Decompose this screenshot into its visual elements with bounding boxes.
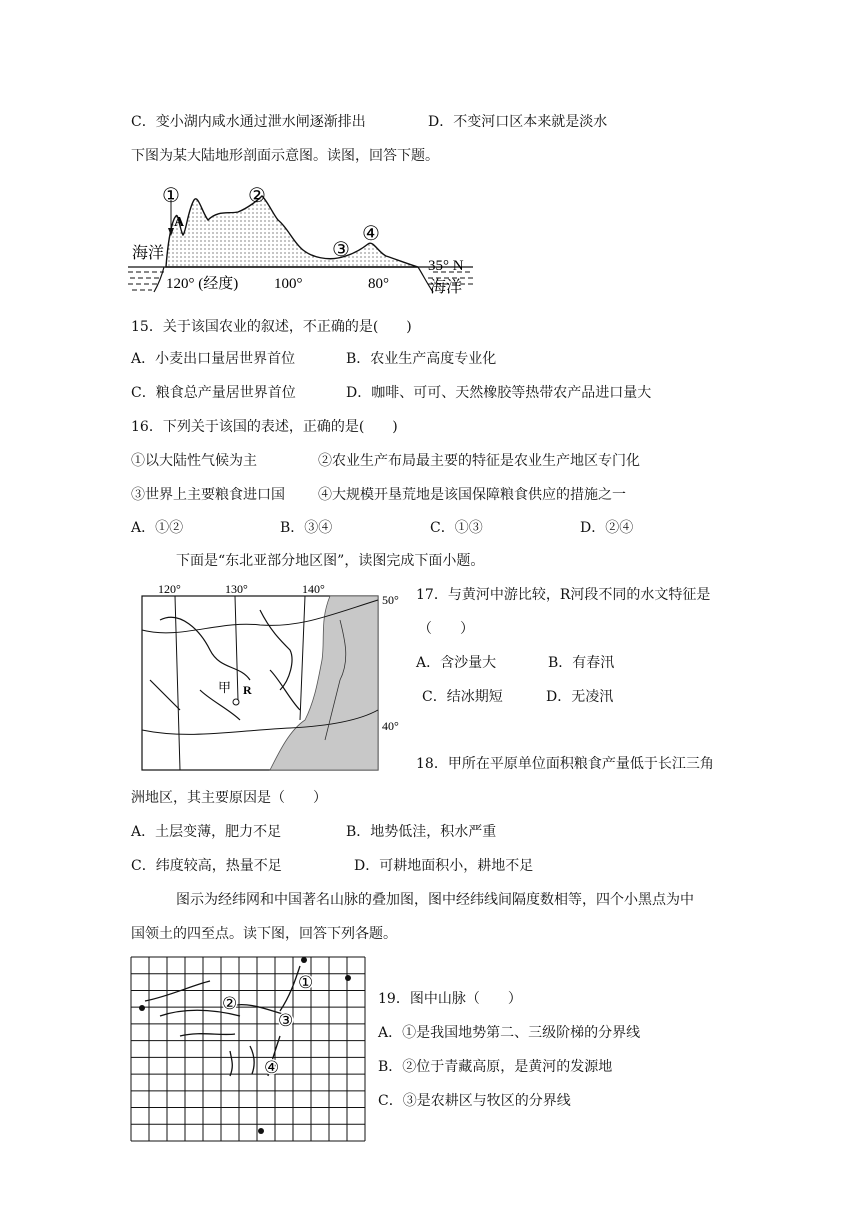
land-profile — [166, 196, 418, 267]
q15-option-c: C．粮食总产量居世界首位 — [131, 385, 296, 401]
lon-100: 100° — [274, 276, 303, 292]
q16-statement-3: ③世界上主要粮食进口国 — [131, 487, 285, 503]
mountain-4: ④ — [264, 1058, 280, 1077]
lon-130-label: 130° — [225, 582, 248, 596]
lon-120-label: 120° — [158, 582, 181, 596]
mountain-2: ② — [222, 994, 238, 1013]
lon-80: 80° — [368, 276, 389, 292]
q15-option-b: B．农业生产高度专业化 — [346, 351, 497, 367]
q18-option-a: A．土层变薄，肥力不足 — [131, 824, 282, 840]
q15-stem: 15．关于该国农业的叙述，不正确的是( ) — [131, 319, 412, 335]
q16-option-d: D．②④ — [580, 520, 634, 536]
lat-40-label: 40° — [382, 719, 399, 733]
q18-option-c: C．纬度较高，热量不足 — [131, 858, 282, 874]
option-c-prev: C．变小湖内咸水通过泄水闸逐渐排出 — [131, 114, 366, 130]
q18-option-b: B．地势低洼，积水严重 — [346, 824, 497, 840]
intro-grid-b: 国领土的四至点。读下图，回答下列各题。 — [131, 926, 397, 942]
q15-option-a: A．小麦出口量居世界首位 — [131, 351, 296, 367]
q16-option-b: B．③④ — [280, 520, 333, 536]
lon-140-label: 140° — [302, 582, 325, 596]
q19-option-c: C．③是农耕区与牧区的分界线 — [378, 1093, 571, 1109]
label-jia: 甲 — [218, 680, 232, 695]
lat-35n: 35° N — [428, 258, 464, 274]
lat-50-label: 50° — [382, 593, 399, 607]
q16-option-c: C．①③ — [430, 520, 483, 536]
ocean-right: 海洋 — [430, 279, 463, 296]
label-a: A — [174, 215, 185, 230]
option-d-prev: D．不变河口区本来就是淡水 — [428, 114, 608, 130]
q18-option-d: D．可耕地面积小，耕地不足 — [354, 858, 534, 874]
q16-statement-4: ④大规模开垦荒地是该国保障粮食供应的措施之一 — [318, 487, 626, 503]
lat-lon-grid-map — [130, 956, 366, 1142]
q16-statement-1: ①以大陆性气候为主 — [131, 453, 257, 469]
q17-option-b: B．有春汛 — [548, 655, 615, 671]
lon-120: 120° (经度) — [166, 276, 239, 292]
q18-stem: 18．甲所在平原单位面积粮食产量低于长江三角 — [416, 756, 714, 772]
marker-3: ③ — [332, 239, 350, 261]
q17-option-c: C．结冰期短 — [422, 689, 503, 705]
marker-2: ② — [248, 185, 266, 207]
mountain-3: ③ — [278, 1011, 294, 1030]
q17-stem: 17．与黄河中游比较，R河段不同的水文特征是 — [416, 587, 711, 603]
marker-4: ④ — [362, 223, 380, 245]
q17-option-d: D．无凌汛 — [546, 689, 614, 705]
q16-stem: 16．下列关于该国的表述，正确的是( ) — [131, 419, 398, 435]
label-r: R — [243, 683, 252, 697]
northeast-asia-map — [140, 580, 410, 775]
q17-paren: （ ） — [418, 621, 474, 637]
ocean-left: 海洋 — [132, 245, 165, 262]
terrain-profile-figure — [128, 180, 473, 300]
intro-northeast-asia: 下面是“东北亚部分地区图”，读图完成下面小题。 — [176, 553, 485, 569]
q19-option-a: A．①是我国地势第二、三级阶梯的分界线 — [378, 1025, 641, 1041]
intro-grid-a: 图示为经纬网和中国著名山脉的叠加图，图中经纬线间隔度数相等，四个小黑点为中 — [176, 892, 694, 908]
q18-stem-cont: 洲地区，其主要原因是（ ） — [131, 790, 327, 806]
q19-option-b: B．②位于青藏高原，是黄河的发源地 — [378, 1059, 613, 1075]
intro-profile: 下图为某大陆地形剖面示意图。读图，回答下题。 — [131, 148, 439, 164]
marker-1: ① — [162, 185, 180, 207]
q17-option-a: A．含沙量大 — [416, 655, 497, 671]
q19-stem: 19．图中山脉（ ） — [378, 991, 522, 1007]
q15-option-d: D．咖啡、可可、天然橡胶等热带农产品进口量大 — [346, 385, 652, 401]
q16-option-a: A．①② — [131, 520, 184, 536]
q16-statement-2: ②农业生产布局最主要的特征是农业生产地区专门化 — [318, 453, 640, 469]
mountain-1: ① — [298, 973, 314, 992]
